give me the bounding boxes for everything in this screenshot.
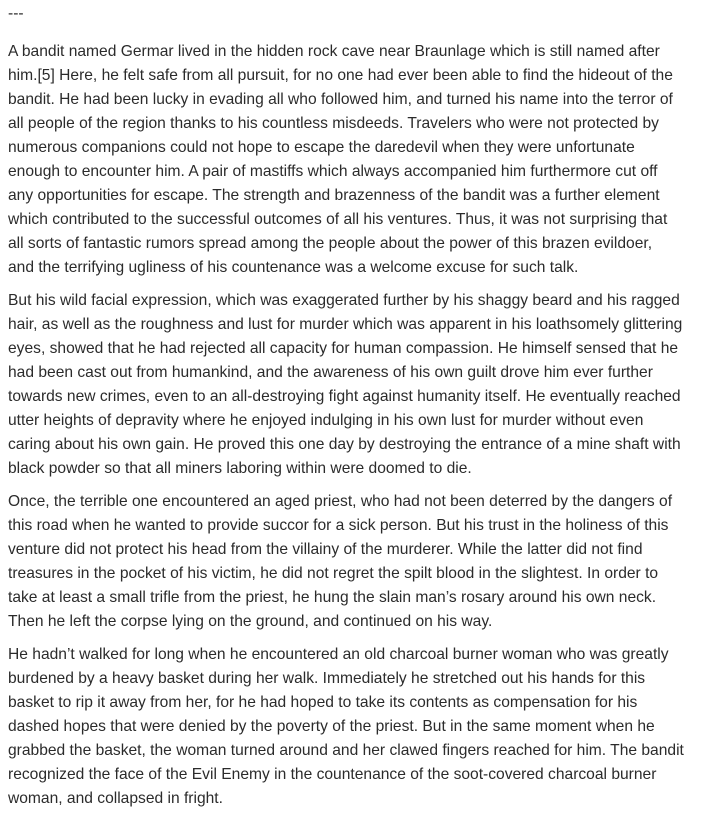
text-line: black powder so that all miners laboring within were doomed to die.: [8, 460, 472, 477]
text-line: had been cast out from humankind, and the awareness of his own guilt drove him ever further: [8, 364, 653, 381]
text-line: any opportunities for escape. The strength and brazenness of the bandit was a further element: [8, 187, 660, 204]
text-line: him.[5] Here, he felt safe from all pursuit, for no one had ever been able to find the hideout of the: [8, 67, 673, 84]
text-line: He hadn’t walked for long when he encountered an old charcoal burner woman who was greatly: [8, 646, 669, 663]
text-line: woman, and collapsed in fright.: [8, 790, 223, 807]
separator-line: ---: [8, 5, 24, 22]
text-line: hair, as well as the roughness and lust for murder which was apparent in his loathsomely glittering: [8, 316, 683, 333]
text-line: take at least a small trifle from the priest, he hung the slain man’s rosary around his own neck.: [8, 589, 657, 606]
paragraph-charcoal-burner: [8, 643, 716, 811]
paragraph-aged-priest: [8, 490, 716, 634]
text-line: recognized the face of the Evil Enemy in the countenance of the soot-covered charcoal burner: [8, 766, 657, 783]
text-line: Once, the terrible one encountered an aged priest, who had not been deterred by the dangers of: [8, 493, 673, 510]
text-line: which contributed to the successful outcomes of all his ventures. Thus, it was not surprising that: [8, 211, 668, 228]
text-line: and the terrifying ugliness of his countenance was a welcome excuse for such talk.: [8, 259, 579, 276]
text-line: numerous companions could not hope to escape the daredevil when they were unfortunate: [8, 139, 635, 156]
text-line: A bandit named Germar lived in the hidden rock cave near Braunlage which is still named after: [8, 43, 660, 60]
text-line: But his wild facial expression, which was exaggerated further by his shaggy beard and his ragged: [8, 292, 680, 309]
text-line: dashed hopes that were denied by the poverty of the priest. But in the same moment when he: [8, 718, 655, 735]
text-line: treasures in the pocket of his victim, he did not regret the spilt blood in the slightest. In order to: [8, 565, 659, 582]
text-line: bandit. He had been lucky in evading all who followed him, and turned his name into the terror of: [8, 91, 673, 108]
text-line: venture did not protect his head from the villainy of the murderer. While the latter did not find: [8, 541, 643, 558]
paragraph-facial-expression: [8, 289, 716, 481]
text-line: Then he left the corpse lying on the ground, and continued on his way.: [8, 613, 493, 630]
text-line: burdened by a heavy basket during her walk. Immediately he stretched out his hands for this: [8, 670, 646, 687]
text-line: enough to encounter him. A pair of mastiffs which always accompanied him furthermore cut off: [8, 163, 658, 180]
text-line: caring about his own gain. He proved this one day by destroying the entrance of a mine shaft with: [8, 436, 681, 453]
document-body: [8, 0, 716, 811]
text-line: eyes, showed that he had rejected all capacity for human compassion. He himself sensed that he: [8, 340, 679, 357]
text-line: all sorts of fantastic rumors spread among the people about the power of this brazen evildoer,: [8, 235, 653, 252]
text-line: this road when he wanted to provide succor for a sick person. But his trust in the holiness of this: [8, 517, 669, 534]
text-line: grabbed the basket, the woman turned around and her clawed fingers reached for him. The bandit: [8, 742, 684, 759]
text-line: towards new crimes, even to an all-destroying fight against humanity itself. He eventually reached: [8, 388, 681, 405]
text-line: utter heights of depravity where he enjoyed indulging in his own lust for murder without even: [8, 412, 644, 429]
text-line: all people of the region thanks to his countless misdeeds. Travelers who were not protected by: [8, 115, 659, 132]
text-line: basket to rip it away from her, for he had hoped to take its contents as compensation for his: [8, 694, 638, 711]
paragraph-germar-cave: [8, 40, 716, 280]
